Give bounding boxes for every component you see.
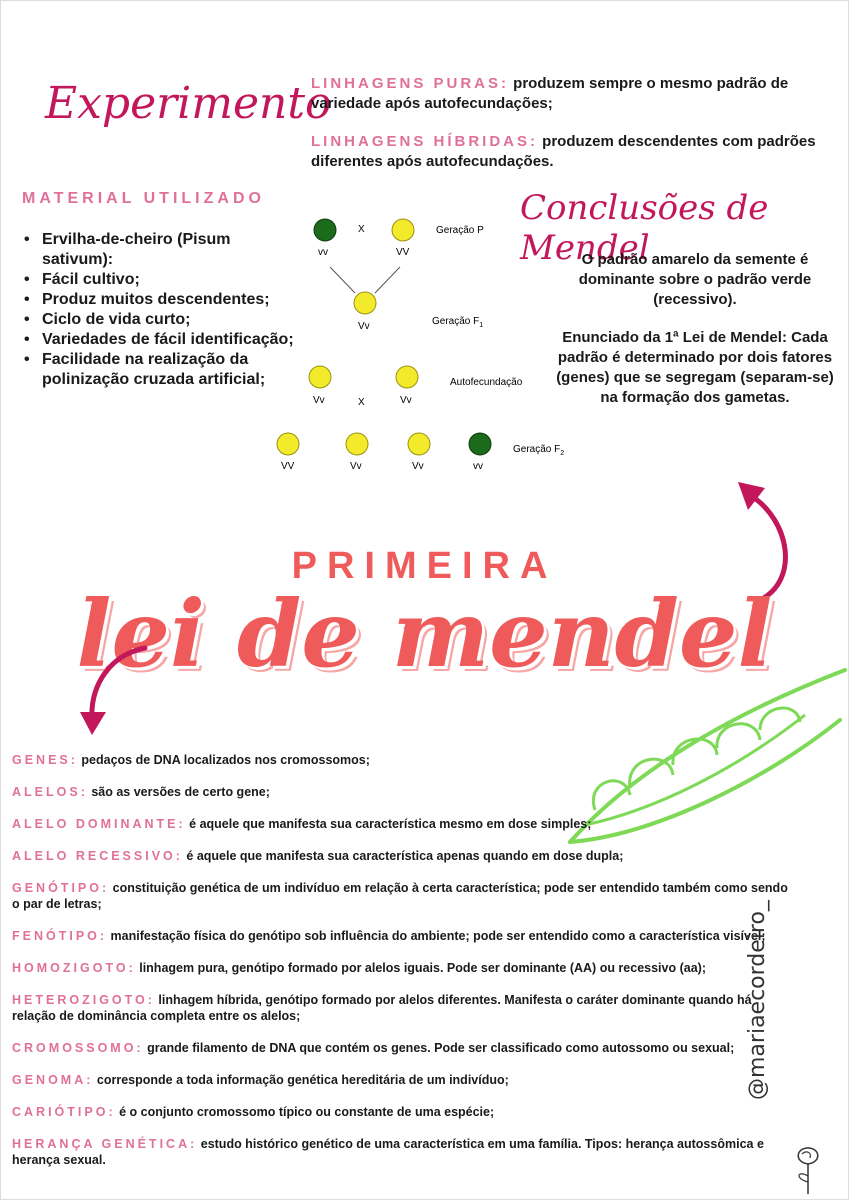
material-item: • Ciclo de vida curto;	[30, 310, 300, 330]
material-list	[18, 230, 300, 390]
geracao-p-label: Geração P	[436, 225, 484, 236]
linhagens-hibridas-text: produzem descendentes com padrões diferentes após autofecundações.	[311, 133, 816, 170]
headline-primeira: PRIMEIRA	[291, 545, 558, 587]
cross-line	[375, 267, 400, 293]
material-item: • Fácil cultivo;	[30, 270, 300, 290]
definition-term: CARIÓTIPO:	[12, 1105, 116, 1119]
author-handle: @mariaecordeiro_	[745, 900, 770, 1100]
yellow-pea-icon	[277, 433, 299, 455]
geracao-f1-text: Geração F	[432, 316, 480, 327]
definition-item	[12, 752, 792, 768]
definition-term: HOMOZIGOTO:	[12, 961, 136, 975]
p-right-genotype: VV	[396, 247, 410, 258]
material-item: • Ervilha-de-cheiro (Pisum sativum):	[30, 230, 300, 270]
geracao-f2-text: Geração F	[513, 444, 561, 455]
definition-item	[12, 1040, 792, 1056]
definition-text: são as versões de certo gene;	[87, 785, 270, 799]
geracao-f1-sub: 1	[479, 322, 484, 329]
p-left-genotype: vv	[318, 247, 328, 258]
linhagens-puras-term: LINHAGENS PURAS:	[311, 75, 510, 92]
auto-x: X	[358, 397, 365, 408]
definition-text: é aquele que manifesta sua característica mesmo em dose simples;	[185, 817, 592, 831]
definition-text: é o conjunto cromossomo típico ou constante de uma espécie;	[115, 1105, 495, 1119]
definition-term: CROMOSSOMO:	[12, 1041, 144, 1055]
definition-item	[12, 960, 792, 976]
cross-x: X	[358, 224, 365, 235]
conclusao-1: O padrão amarelo da semente é dominante sobre o padrão verde (recessivo).	[578, 251, 812, 308]
f1-genotype: Vv	[358, 321, 370, 332]
definition-text: pedaços de DNA localizados nos cromossomos;	[77, 753, 370, 767]
linhagens-section	[311, 74, 821, 190]
curved-arrow-down-icon	[70, 640, 160, 740]
conclusao-2: Enunciado da 1ª Lei de Mendel: Cada padrão é determinado por dois fatores (genes) que se segregam (separam-se) na formação dos gametas.	[556, 329, 834, 406]
material-title: MATERIAL UTILIZADO	[22, 190, 265, 207]
conclusoes-text	[555, 250, 835, 426]
definition-text: é aquele que manifesta sua característica apenas quando em dose dupla;	[182, 849, 624, 863]
definition-text: manifestação física do genótipo sob influência do ambiente; pode ser entendido como a característica visível;	[107, 929, 766, 943]
yellow-pea-icon	[392, 219, 414, 241]
green-pea-icon	[469, 433, 491, 455]
headline-lei-de-mendel: lei de mendel	[76, 580, 773, 688]
auto-right-genotype: Vv	[400, 395, 412, 406]
rose-doodle-icon	[788, 1140, 828, 1195]
definition-text: estudo histórico genético de uma característica em uma família. Tipos: herança autossômica e herança sexual.	[12, 1137, 764, 1167]
definition-term: FENÓTIPO:	[12, 929, 108, 943]
definition-term: GENES:	[12, 753, 78, 767]
experimento-title: Experimento	[45, 78, 332, 129]
yellow-pea-icon	[396, 366, 418, 388]
definition-text: linhagem pura, genótipo formado por alelos iguais. Pode ser dominante (AA) ou recessivo (aa);	[135, 961, 706, 975]
f2-genotype: Vv	[350, 461, 362, 472]
yellow-pea-icon	[309, 366, 331, 388]
material-item: • Facilidade na realização da polinização cruzada artificial;	[30, 350, 300, 390]
cross-line	[330, 267, 355, 293]
conclusoes-title: Conclusões de Mendel	[520, 188, 769, 268]
green-pea-icon	[314, 219, 336, 241]
definition-term: GENOMA:	[12, 1073, 94, 1087]
yellow-pea-icon	[346, 433, 368, 455]
definition-item	[12, 816, 792, 832]
definition-item	[12, 992, 792, 1024]
geracao-f1-label	[432, 316, 483, 329]
definition-term: ALELO RECESSIVO:	[12, 849, 183, 863]
f2-genotype: VV	[281, 461, 295, 472]
geracao-f2-label	[513, 444, 564, 457]
definitions-list	[12, 752, 792, 1184]
yellow-pea-icon	[408, 433, 430, 455]
definition-term: ALELOS:	[12, 785, 88, 799]
definition-term: HETEROZIGOTO:	[12, 993, 155, 1007]
definition-text: corresponde a toda informação genética hereditária de um indivíduo;	[93, 1073, 509, 1087]
material-item: • Produz muitos descendentes;	[30, 290, 300, 310]
definition-item	[12, 880, 792, 912]
definition-term: ALELO DOMINANTE:	[12, 817, 186, 831]
definition-text: constituição genética de um indivíduo em relação à certa característica; pode ser entendido também como sendo o par de letras;	[12, 881, 788, 911]
linhagens-hibridas-term: LINHAGENS HÍBRIDAS:	[311, 133, 539, 150]
material-item: • Variedades de fácil identificação;	[30, 330, 300, 350]
definition-text: linhagem híbrida, genótipo formado por alelos diferentes. Manifesta o caráter dominante quando há relação de dominância completa entre os alelos;	[12, 993, 752, 1023]
definition-text: grande filamento de DNA que contém os genes. Pode ser classificado como autossomo ou sexual;	[143, 1041, 735, 1055]
definition-item	[12, 784, 792, 800]
autofecundacao-label: Autofecundação	[450, 377, 523, 388]
yellow-pea-icon	[354, 292, 376, 314]
linhagens-puras-text: produzem sempre o mesmo padrão de variedade após autofecundações;	[311, 75, 789, 112]
definition-item	[12, 1136, 792, 1168]
definition-item	[12, 1072, 792, 1088]
definition-term: HERANÇA GENÉTICA:	[12, 1137, 198, 1151]
linhagens-hibridas	[311, 132, 821, 172]
auto-left-genotype: Vv	[313, 395, 325, 406]
geracao-f2-sub: 2	[560, 450, 565, 457]
definition-item	[12, 1104, 792, 1120]
definition-item	[12, 848, 792, 864]
definition-item	[12, 928, 792, 944]
definition-term: GENÓTIPO:	[12, 881, 110, 895]
f2-genotype: Vv	[412, 461, 424, 472]
f2-genotype: vv	[473, 461, 483, 472]
linhagens-puras	[311, 74, 821, 114]
